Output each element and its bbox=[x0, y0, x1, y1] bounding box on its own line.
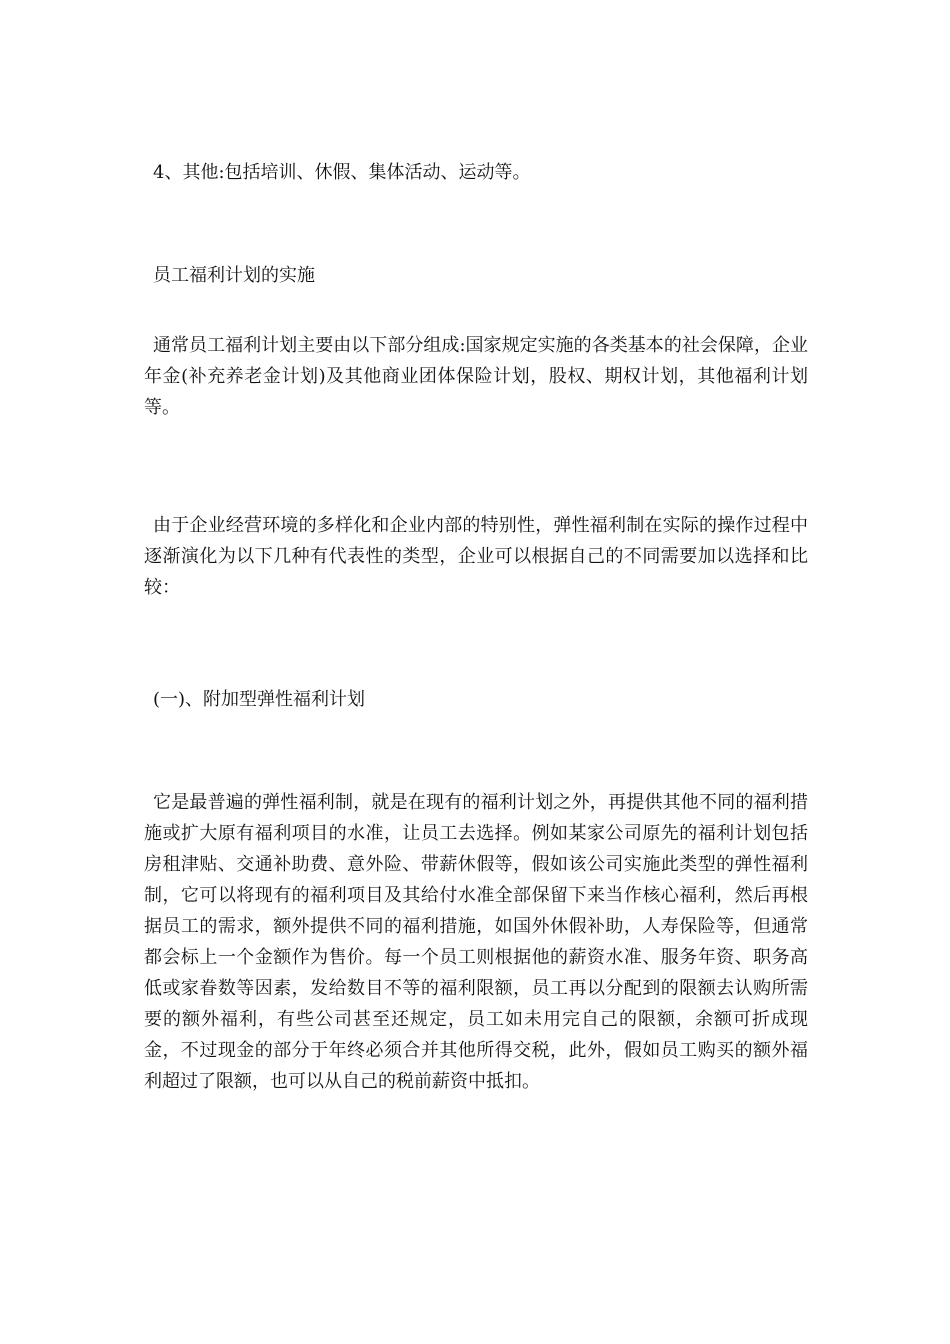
subheading-addon-flexible-plan: (一)、附加型弹性福利计划 bbox=[153, 689, 366, 710]
paragraph-flexible-types-intro: 由于企业经营环境的多样化和企业内部的特别性，弹性福利制在实际的操作过程中逐渐演化为以下几种有代表性的类型，企业可以根据自己的不同需要加以选择和比较： bbox=[144, 515, 808, 598]
section-heading: 员工福利计划的实施 bbox=[153, 265, 315, 286]
paragraph-addon-plan-description: 它是最普遍的弹性福利制，就是在现有的福利计划之外，再提供其他不同的福利措施或扩大原有福利项目的水准，让员工去选择。例如某家公司原先的福利计划包括房租津贴、交通补助费、意外险、带薪休假等，假如该公司实施此类型的弹性福利制，它可以将现有的福利项目及其给付水准全部保留下来当作核心福利，然后再根据员工的需求，额外提供不同的福利措施，如国外休假补助，人寿保险等，但通常都会标上一个金额作为售价。每一个员工则根据他的薪资水准、服务年资、职务高低或家眷数等因素，发给数目不等的福利限额，员工再以分配到的限额去认购所需要的额外福利，有些公司甚至还规定，员工如未用完自己的限额，余额可折成现金，不过现金的部分于年终必须合并其他所得交税，此外，假如员工购买的额外福利超过了限额，也可以从自己的税前薪资中抵扣。 bbox=[144, 792, 808, 1092]
paragraph-plan-composition: 通常员工福利计划主要由以下部分组成:国家规定实施的各类基本的社会保障，企业年金(补充养老金计划)及其他商业团体保险计划，股权、期权计划，其他福利计划等。 bbox=[144, 335, 808, 418]
list-item-other-benefits: 4、其他:包括培训、休假、集体活动、运动等。 bbox=[153, 162, 531, 183]
